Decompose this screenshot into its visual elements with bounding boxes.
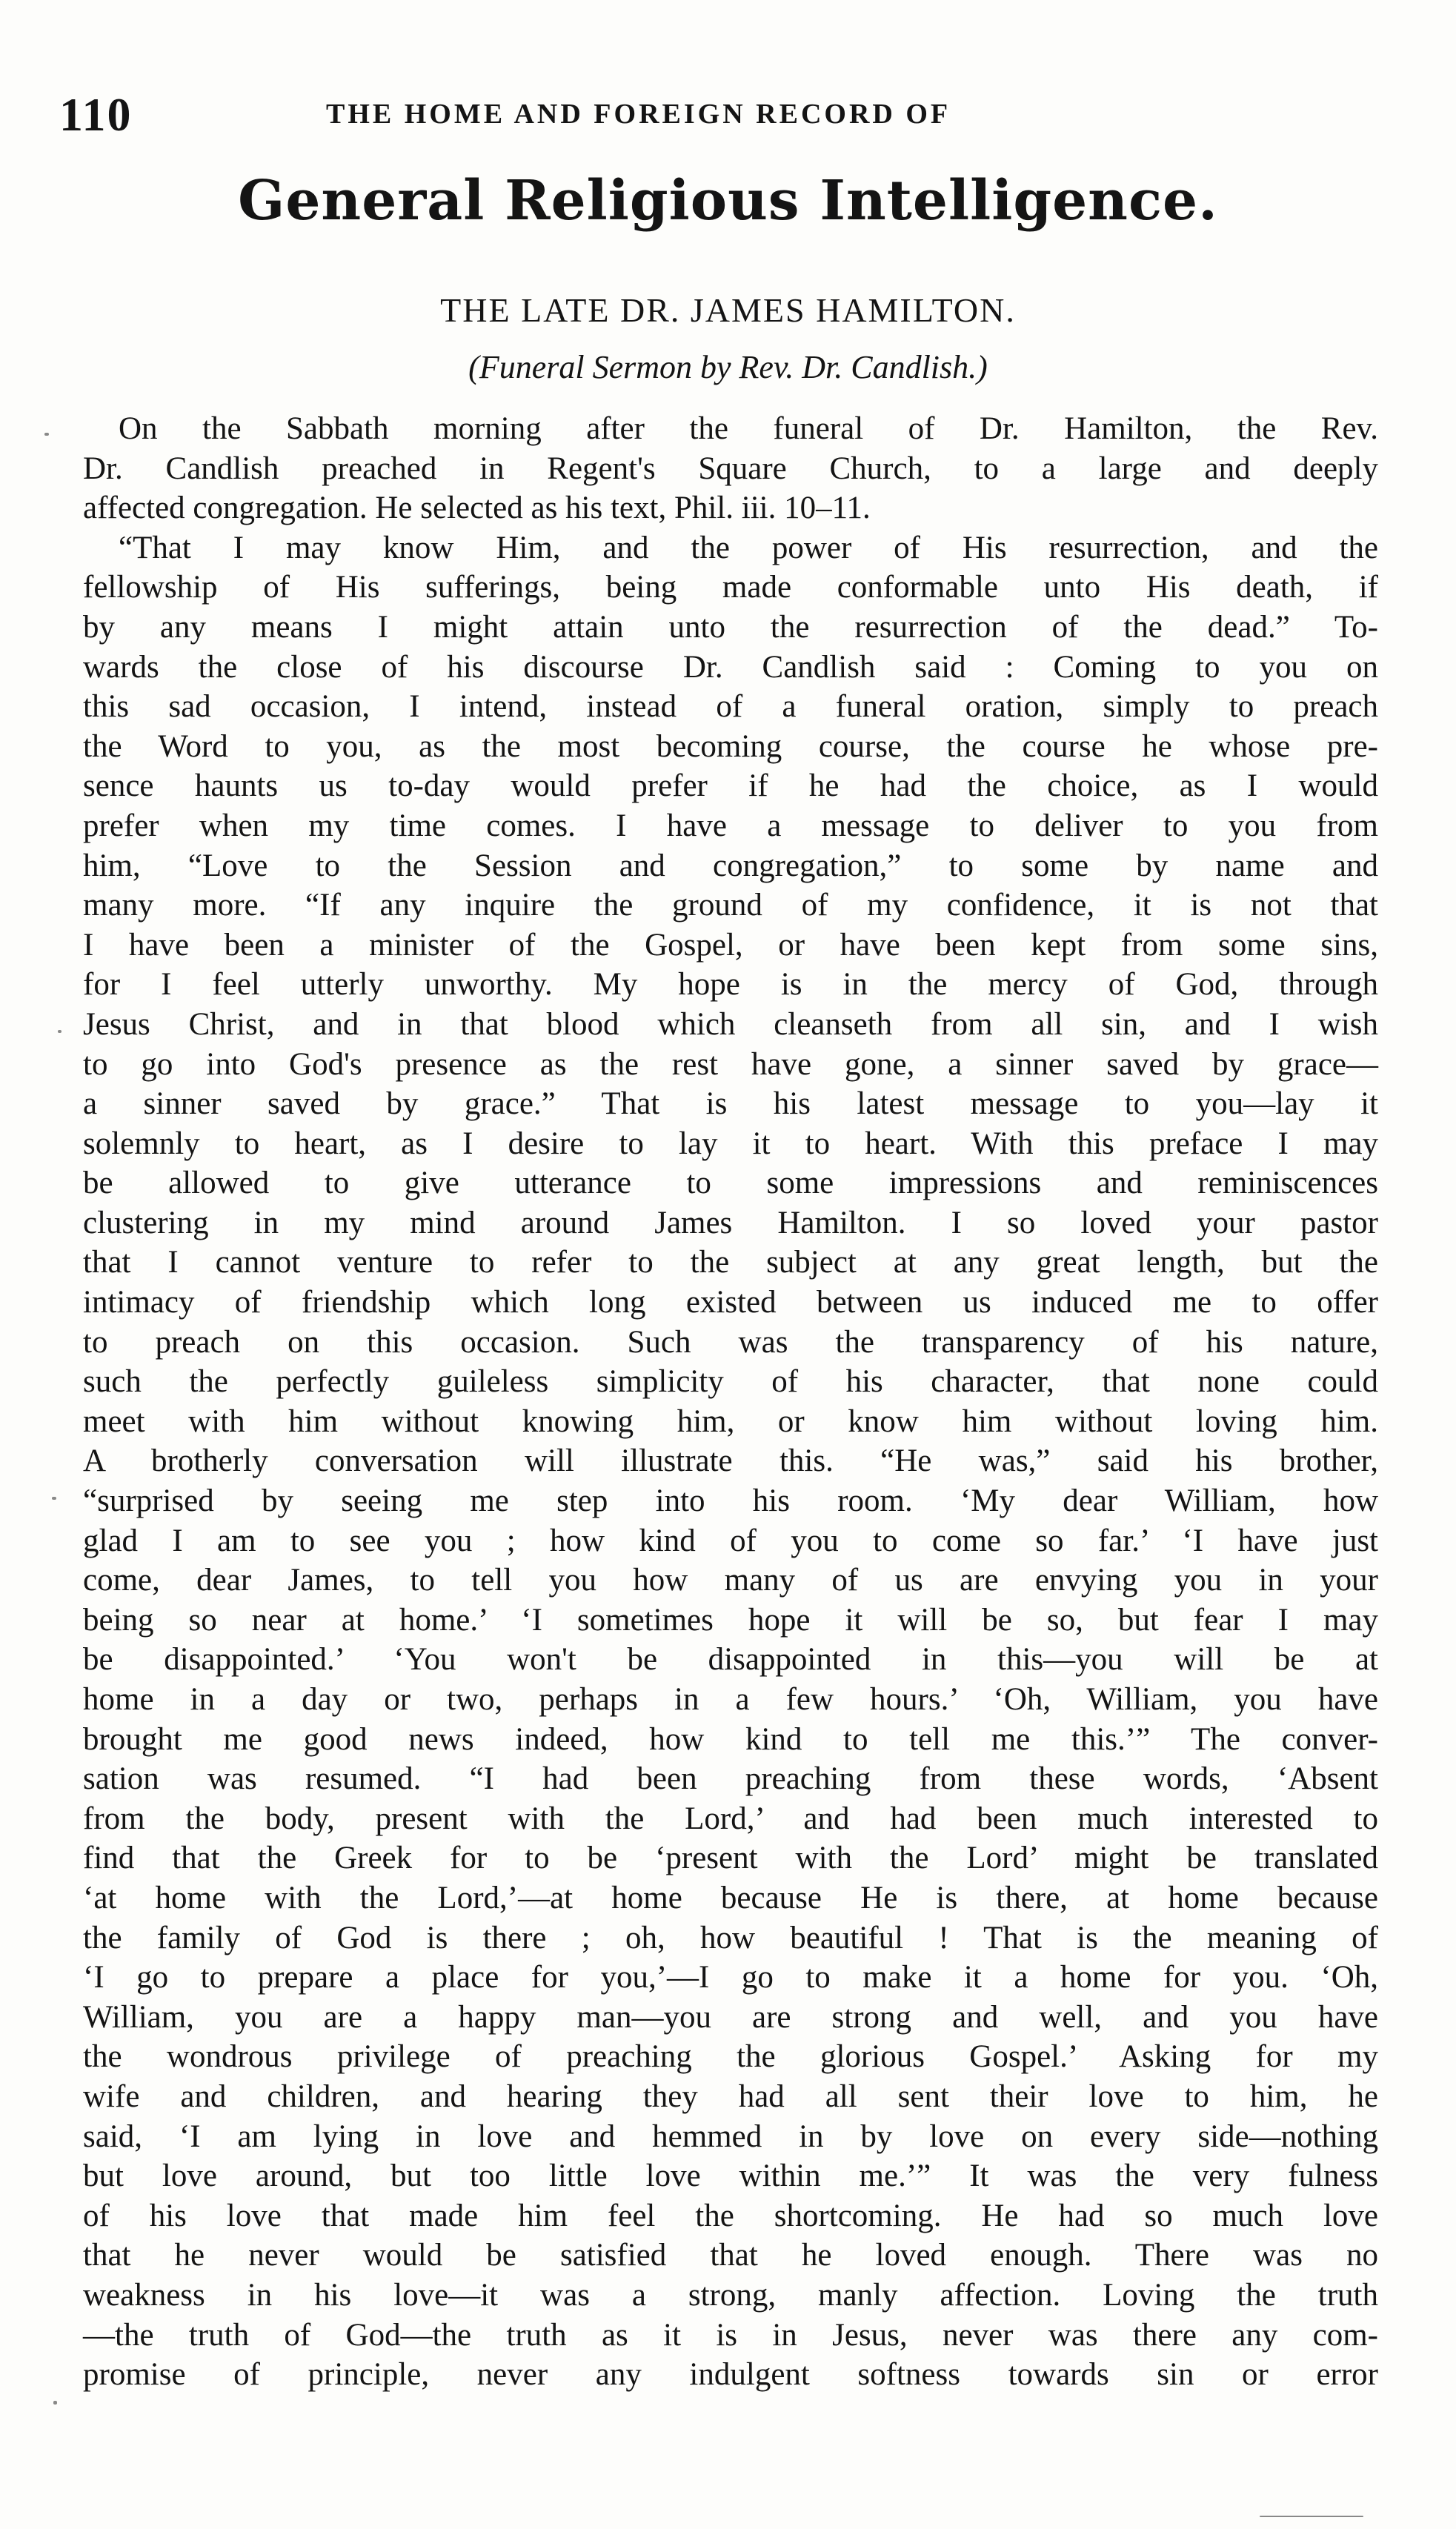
body-text-line: such the perfectly guileless simplicity of his character, that none could bbox=[83, 1364, 1378, 1400]
body-text-line: intimacy of friendship which long existed between us induced me to offer bbox=[83, 1285, 1378, 1320]
body-text-line: William, you are a happy man—you are strong and well, and you have bbox=[83, 1999, 1378, 2035]
body-text-line: the Word to you, as the most becoming course, the course he whose pre- bbox=[83, 728, 1378, 764]
body-text-line: Jesus Christ, and in that blood which cleanseth from all sin, and I wish bbox=[83, 1006, 1378, 1042]
body-text-line: be disappointed.’ ‘You won't be disappointed in this—you will be at bbox=[83, 1642, 1378, 1678]
body-text-line: that he never would be satisfied that he loved enough. There was no bbox=[83, 2238, 1378, 2273]
running-head bbox=[59, 87, 1400, 147]
body-text-line: to preach on this occasion. Such was the transparency of his nature, bbox=[83, 1324, 1378, 1360]
scan-speck bbox=[52, 1497, 56, 1500]
body-text-line: glad I am to see you ; how kind of you to come so far.’ ‘I have just bbox=[83, 1523, 1378, 1558]
body-text-line: weakness in his love—it was a strong, manly affection. Loving the truth bbox=[83, 2277, 1378, 2313]
body-text-line: by any means I might attain unto the resurrection of the dead.” To- bbox=[83, 609, 1378, 645]
body-text-line: wards the close of his discourse Dr. Candlish said : Coming to you on bbox=[83, 649, 1378, 685]
scan-speck bbox=[53, 2401, 57, 2405]
body-text-line: come, dear James, to tell you how many of us are envying you in your bbox=[83, 1563, 1378, 1598]
body-text-line: to go into God's presence as the rest have gone, a sinner saved by grace— bbox=[83, 1046, 1378, 1082]
scan-speck bbox=[58, 1030, 62, 1033]
body-text-line: “That I may know Him, and the power of His resurrection, and the bbox=[119, 530, 1378, 565]
section-title: General Religious Intelligence. bbox=[238, 169, 1218, 233]
body-text-line: but love around, but too little love within me.’” It was the very fulness bbox=[83, 2159, 1378, 2194]
body-text-line: prefer when my time comes. I have a message to deliver to you from bbox=[83, 808, 1378, 843]
body-text-line: promise of principle, never any indulgent softness towards sin or error bbox=[83, 2357, 1378, 2393]
scan-speck bbox=[1260, 2516, 1363, 2517]
body-text-line: the family of God is there ; oh, how beautiful ! That is the meaning of bbox=[83, 1920, 1378, 1955]
body-text-line: ‘I go to prepare a place for you,’—I go to make it a home for you. ‘Oh, bbox=[83, 1960, 1378, 1995]
body-text-line: ‘at home with the Lord,’—at home because He is there, at home because bbox=[83, 1880, 1378, 1915]
body-text-line: clustering in my mind around James Hamilton. I so loved your pastor bbox=[83, 1205, 1378, 1240]
body-text-line: be allowed to give utterance to some impressions and reminiscences bbox=[83, 1166, 1378, 1201]
article-subtitle: (Funeral Sermon by Rev. Dr. Candlish.) bbox=[468, 349, 988, 385]
body-text-line: sence haunts us to-day would prefer if he had the choice, as I would bbox=[83, 768, 1378, 804]
body-text-line: Dr. Candlish preached in Regent's Square Church, to a large and deeply bbox=[83, 451, 1378, 486]
body-text-line: On the Sabbath morning after the funeral of Dr. Hamilton, the Rev. bbox=[119, 411, 1378, 446]
body-text-line: him, “Love to the Session and congregation,” to some by name and bbox=[83, 848, 1378, 883]
body-text-line: A brotherly conversation will illustrate this. “He was,” said his brother, bbox=[83, 1443, 1378, 1479]
article-title: THE LATE DR. JAMES HAMILTON. bbox=[440, 291, 1016, 329]
body-text-line: many more. “If any inquire the ground of my confidence, it is not that bbox=[83, 888, 1378, 923]
body-text-line: from the body, present with the Lord,’ and had been much interested to bbox=[83, 1801, 1378, 1836]
body-text-line: find that the Greek for to be ‘present with the Lord’ might be translated bbox=[83, 1841, 1378, 1876]
body-text-line: home in a day or two, perhaps in a few hours.’ ‘Oh, William, you have bbox=[83, 1682, 1378, 1717]
body-text-line: being so near at home.’ ‘I sometimes hope it will be so, but fear I may bbox=[83, 1602, 1378, 1638]
journal-title: THE HOME AND FOREIGN RECORD OF bbox=[326, 99, 951, 130]
body-text-line: —the truth of God—the truth as it is in Jesus, never was there any com- bbox=[83, 2317, 1378, 2353]
body-text-line: wife and children, and hearing they had all sent their love to him, he bbox=[83, 2078, 1378, 2114]
body-text-line: solemnly to heart, as I desire to lay it to heart. With this preface I may bbox=[83, 1126, 1378, 1161]
body-text-line: this sad occasion, I intend, instead of a funeral oration, simply to preach bbox=[83, 689, 1378, 725]
body-text-line: sation was resumed. “I had been preaching from these words, ‘Absent bbox=[83, 1761, 1378, 1797]
body-text-line: brought me good news indeed, how kind to tell me this.’” The conver- bbox=[83, 1721, 1378, 1757]
body-text-line: the wondrous privilege of preaching the glorious Gospel.’ Asking for my bbox=[83, 2039, 1378, 2075]
body-text-line: meet with him without knowing him, or know him without loving him. bbox=[83, 1403, 1378, 1439]
article-body bbox=[83, 409, 1378, 2395]
body-text-line: for I feel utterly unworthy. My hope is in the mercy of God, through bbox=[83, 967, 1378, 1003]
body-text-line: “surprised by seeing me step into his room. ‘My dear William, how bbox=[83, 1483, 1378, 1519]
body-text-line: fellowship of His sufferings, being made conformable unto His death, if bbox=[83, 570, 1378, 605]
body-text-line: said, ‘I am lying in love and hemmed in by love on every side—nothing bbox=[83, 2118, 1378, 2154]
scan-speck bbox=[44, 433, 49, 436]
body-text-line: I have been a minister of the Gospel, or have been kept from some sins, bbox=[83, 927, 1378, 963]
body-text-line: a sinner saved by grace.” That is his latest message to you—lay it bbox=[83, 1086, 1378, 1122]
page-number: 110 bbox=[59, 88, 133, 141]
body-text-line: that I cannot venture to refer to the subject at any great length, but the bbox=[83, 1245, 1378, 1280]
body-text-line: of his love that made him feel the shortcoming. He had so much love bbox=[83, 2198, 1378, 2233]
body-text-line: affected congregation. He selected as his text, Phil. iii. 10–11. bbox=[83, 491, 871, 526]
